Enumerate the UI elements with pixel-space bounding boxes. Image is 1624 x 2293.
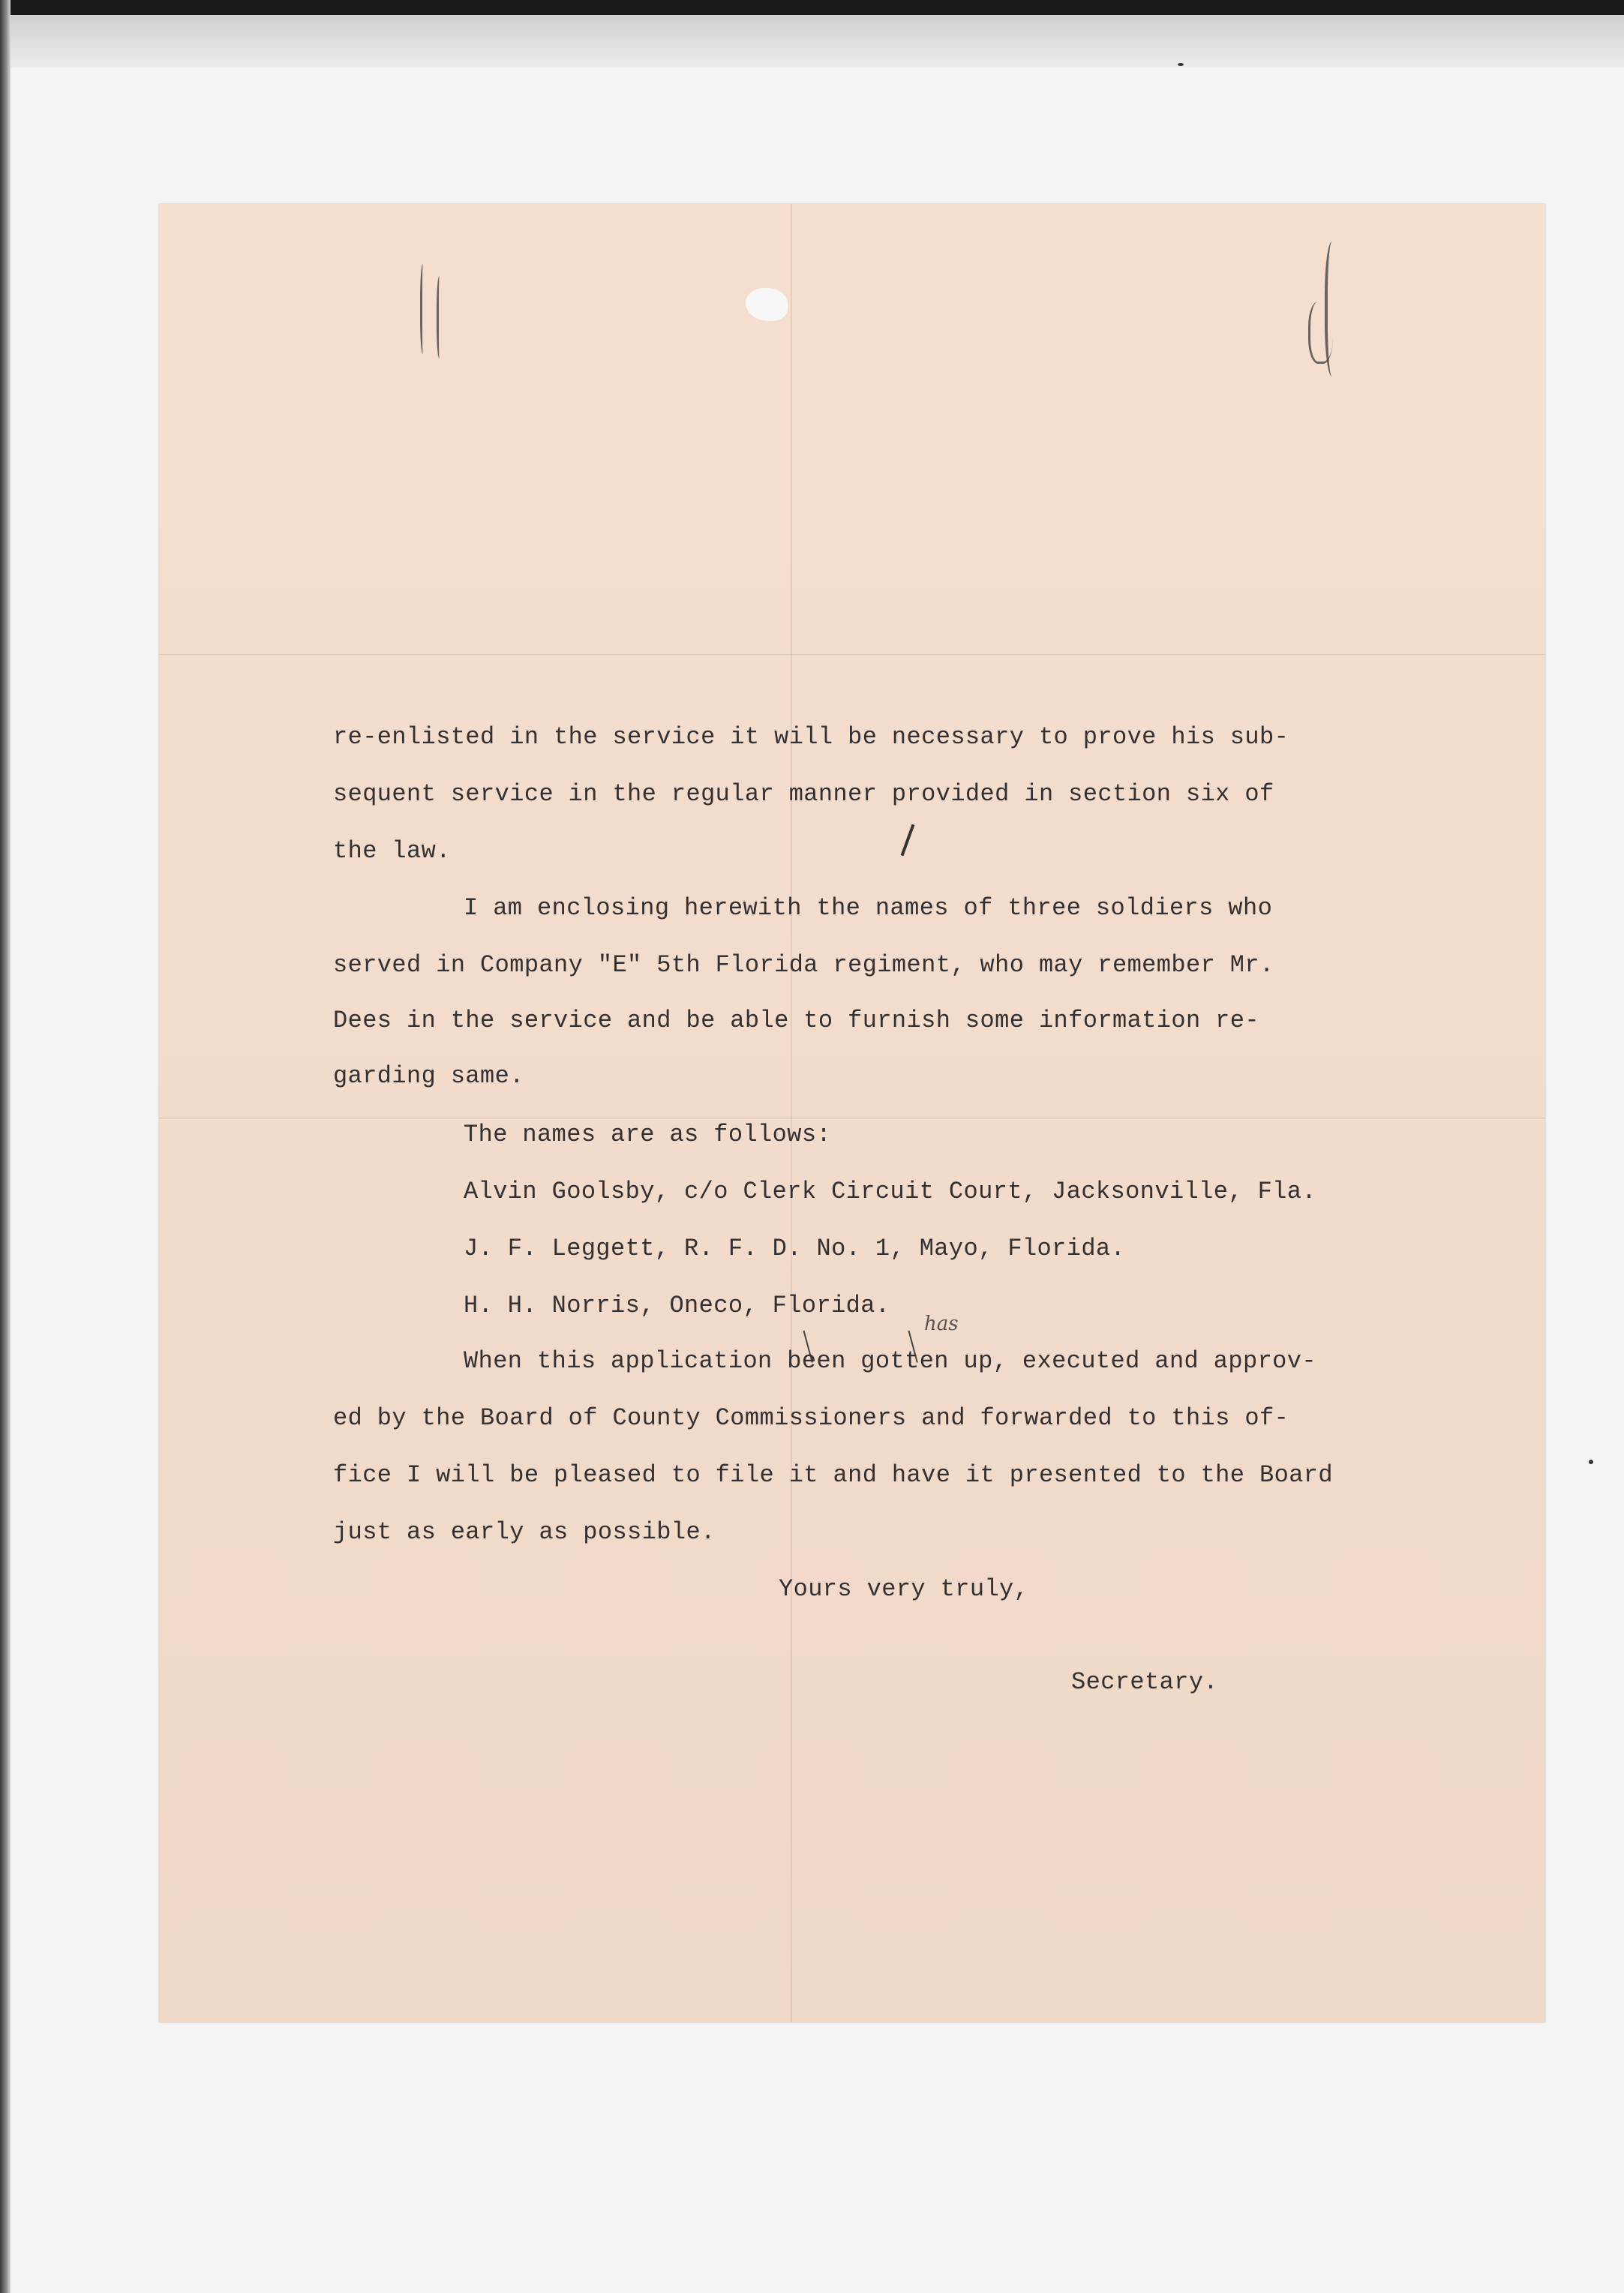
scanner-border [11,15,1624,68]
name-entry: J. F. Leggett, R. F. D. No. 1, Mayo, Florida. [464,1235,1126,1262]
handwritten-mark [437,276,443,359]
scan-speck [1178,63,1184,66]
handwritten-correction [901,824,915,857]
paper-tear [746,288,788,321]
letter-line: ed by the Board of County Commissioners and forwarded to this of- [333,1404,1289,1432]
closing: Yours very truly, [779,1575,1029,1603]
scanner-edge-left [0,0,11,2293]
letter-line: just as early as possible. [333,1518,716,1546]
signature-title: Secretary. [1071,1668,1219,1696]
letter-line: served in Company "E" 5th Florida regiment, who may remember Mr. [333,951,1274,979]
scan-speck [1589,1460,1593,1464]
fold-line [159,654,1545,656]
scanner-edge-top [0,0,1624,15]
letter-line: sequent service in the regular manner provided in section six of [333,780,1274,808]
letter-line: When this application been gotten up, executed and approv- [464,1347,1316,1375]
names-intro: The names are as follows: [464,1121,832,1148]
letter-line: I am enclosing herewith the names of three soldiers who [464,894,1273,922]
handwritten-mark [420,264,427,354]
letter-line: re-enlisted in the service it will be necessary to prove his sub- [333,723,1289,751]
name-entry: H. H. Norris, Oneco, Florida. [464,1292,890,1319]
name-entry: Alvin Goolsby, c/o Clerk Circuit Court, Jacksonville, Fla. [464,1178,1316,1205]
handwritten-mark [1308,302,1333,364]
letter-line: Dees in the service and be able to furnish some information re- [333,1007,1259,1034]
letter-sheet [159,204,1545,2022]
letter-line: fice I will be pleased to file it and have it presented to the Board [333,1461,1334,1489]
fold-line [159,1118,1545,1120]
handwritten-insert: has [924,1313,959,1335]
letter-line: garding same. [333,1062,524,1090]
letter-line: the law. [333,837,451,865]
fold-line-vertical [791,204,792,2022]
